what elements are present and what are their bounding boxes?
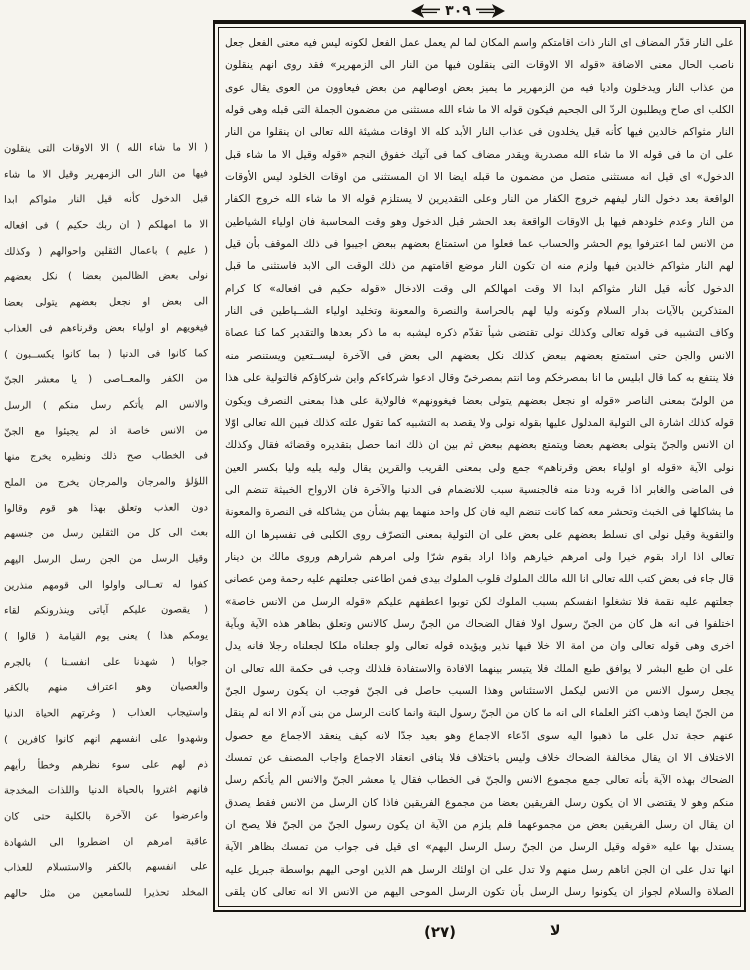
- text-line: فيغويهم او اولياء بعض وقرناءهم فى العذاب: [4, 322, 208, 335]
- text-line: عنهم حجة تدل على ما ذهبوا اليه سوى ادّعاء الاجماع وهو بعيد جدّا لانه كيف ينعقد الاجماع مع حصول: [225, 729, 734, 742]
- text-line: يجعل رسول الانس من الانس ليكمل الاستئناس وهذا السبب حاصل فى الجنّ فوجب ان يكون رسول الجنّ: [225, 684, 734, 697]
- text-line: والعصيان وهو اعتراف منهم بالكفر: [4, 681, 208, 695]
- text-line: من الانس لما اعترفوا يوم الحشر والحساب عما فعلوا من استمتاع بعضهم ببعض اجيبوا فى ذلك الموقف بأن قيل: [225, 238, 734, 251]
- text-line: قبل الدخول كأنه قيل النار مثواكم ابدا: [4, 193, 208, 207]
- text-line: عاقبة امرهم ان اضطروا الى الشهادة: [4, 835, 208, 849]
- text-line: الكلب اى صاح ويطلبون الردّ الى الجحيم فيكون قوله الا ما شاء الله مستثنى من مضمون الجملة التى قبله وهى قوله: [225, 104, 734, 117]
- text-line: من الجنّ ايضا وذهب اكثر العلماء الى انه ما كان من الجنّ رسول البتة وانما كانت الرسل من بنى آدم الا انه لم ينقل: [225, 707, 734, 720]
- text-line: اخرى وهى قوله تعالى وان من امة الا خلا فيها نذير ويؤيده قوله تعالى ولو جعلناه ملكا لجعلناه رجلا فانه يدل: [225, 640, 734, 653]
- text-line: الانس والجن حتى استمتع بعضهم ببعض كذلك نكل بعضهم الى بعض فى الآخرة ليســتعين ويستنصر منه: [225, 349, 734, 362]
- top-page-number: ٣٠٩: [445, 3, 471, 19]
- text-line: واعرضوا عن الآخرة بالكلية حتى كان: [4, 810, 208, 823]
- text-line: وكاف التشبيه فى قوله تعالى وكذلك نولى تقتضى شيأ تقدّم ذكره ليشبه به ما ذكر بعدها والتقدير كما كنا عصاة: [225, 327, 734, 340]
- text-line: بعث الى كل من الثقلين رسل من جنسهم: [4, 527, 208, 541]
- text-line: الاختلاف الا ان يقال مخالفة الضحاك خلاف وليس باختلاف فلا ينافى انعقاد الاجماع واجاب المصنف عن تمسك: [225, 752, 734, 764]
- main-text-frame: [213, 20, 746, 912]
- text-line: يستدل بها عليه «قوله وقيل الرسل من الجنّ رسل الرسل اليهم» اى قيل فى جواب من تمسك بظاهر الآية: [225, 841, 734, 854]
- text-line: قال جاء فى بعض كتب الله تعالى انا الله مالك الملوك قلوب الملوك بيدى فمن اطاعنى جعلتهم عليه رحمة ومن عصانى: [225, 573, 734, 586]
- text-line: المخلد تحذيرا للسامعين من مثل حالهم: [4, 887, 208, 900]
- text-line: ( عليم ) باعمال الثقلين واحوالهم ( وكذلك: [4, 245, 208, 258]
- text-line: الصلاة والسلام لجواز ان يكونوا رسل الرسل بأن تكون الرسل الموحى اليهم من الانس الا انه تعالى كان يلقى: [225, 886, 734, 899]
- text-line: ناصب الحال معنى الاضافة «قوله الا الاوقات التى ينقلون فيها من النار الى الزمهرير» فقد روى انهم ينقلون: [225, 59, 734, 72]
- catchword: لا: [550, 923, 561, 939]
- floral-arrow-ornament-icon: [475, 4, 505, 18]
- text-line: من النار وعدم خلودهم فيها بل الاوقات الواقعة بعد الحشر قبل الدخول وهو وقت المحاسبة فان اولياء الشياطين: [225, 215, 734, 228]
- text-line: قوله كذلك اشارة الى التولية المدلول عليها بقوله نولى ولا يقصد به التشبيه كما تقول علته كذلك فبين الله تعالى اوّلا: [225, 416, 734, 429]
- text-line: وقيل الرسل من الجن رسل الرسل اليهم: [4, 553, 208, 566]
- text-line: انها تدل على ان الجن اتاهم رسل منهم ولا تدل على ان اولئك الرسل هم الذين اوحى اليهم بواسطة جبريل عليه: [225, 863, 734, 876]
- text-line: على ان ما فى قوله الا ما شاء الله مصدرية ويقدر مضاف كما فى آتيك خفوق النجم «قوله وقيل الا ما شاء قبل: [225, 148, 734, 161]
- text-line: الى بعض او نجعل بعضهم يتولى بعضا: [4, 296, 208, 309]
- text-line: الدخول» اى قيل انه مستثنى متصل من مضمون ما قبله ايضا الا ان المستثنى من اوقات الخلود ليس الأوقات: [225, 171, 734, 184]
- text-line: الا ما امهلكم ( ان ربك حكيم ) فى افعاله: [4, 219, 208, 232]
- text-line: ان يقال ان رسل الفريقين بعض من مجموعهما فلم يلزم من الآية ان يكون رسول الجنّ من الجنّ فلا يصح ان: [225, 819, 734, 832]
- text-line: ان الانس والجنّ يتولى بعضهم بعضا ويتمتع بعضهم ببعض ثم بين ان ذلك انما حصل بتقديره وقضائه فقال وكذلك: [225, 439, 734, 452]
- text-line: ( الا ما شاء الله ) الا الاوقات التى ينقلون: [4, 142, 208, 155]
- text-line: فى الماضى والغابر اذا قربه ودنا منه فالجنسية سبب للانضمام فى الدنيا والآخرة فان الارواح الخبيثة تنضم الى: [225, 483, 734, 496]
- text-line: لهم النار مثواكم خالدين فيها ولزم منه ان تكون النار موضع اقامتهم من ذلك الوقت الى الابد فاستثنى ما قبل: [225, 260, 734, 273]
- text-line: جوابا ( شهدنا على انفسـنا ) بالجرم: [4, 656, 208, 669]
- text-line: فانهم اغتروا بالحياة الدنيا واللذات المخدجة: [4, 784, 208, 797]
- text-line: ذم لهم على سوء نظرهم وخطأ رأيهم: [4, 758, 208, 772]
- text-line: اللؤلؤ والمرجان والمرجان يخرج من الملح: [4, 476, 208, 489]
- text-line: من الكفر والمعــاصى ( يا معشر الجنّ: [4, 373, 208, 386]
- text-line: والانس الم يأتكم رسل منكم ) الرسل: [4, 399, 208, 412]
- text-line: كما كانوا فى الدنيا ( بما كانوا يكســبون ): [4, 347, 208, 361]
- text-line: فى الخطاب صح ذلك ونظيره يخرج منها: [4, 450, 208, 463]
- text-line: وشهدوا على انفسهم انهم كانوا كافرين ): [4, 733, 208, 746]
- main-text-block: [225, 32, 734, 903]
- text-line: تعالى اذا اراد بقوم خيرا ولى امرهم خيارهم واذا اراد بقوم شرّا ولى امرهم شرارهم وروى مالك بن دينار: [225, 550, 734, 563]
- text-line: الواقعة بعد دخول النار ليفهم خروج الكفار من النار وعلى التقديرين لا يستلزم قوله الا ما شاء الله خروج الكفار: [225, 193, 734, 206]
- text-line: على انفسهم بالكفر والاستسلام للعذاب: [4, 861, 208, 874]
- text-line: نولى بعض الظالمين بعضا ) نكل بعضهم: [4, 270, 208, 284]
- text-line: على ان طبع البشر لا يوافق طبع الملك فلا يتيسر بينهما الافادة والاستفادة فلذلك وجب فى حكمة الله تعالى ان: [225, 662, 734, 675]
- text-line: الضحاك بهذه الآية بأنه تعالى جمع مجموع الانس والجنّ فى الخطاب فقال يا معشر الجنّ والانس الم يأتكم رسل: [225, 774, 734, 787]
- text-line: يومكم هذا ) يعنى يوم القيامة ( قالوا ): [4, 630, 208, 643]
- footer-page-number: (٢٧): [424, 923, 457, 941]
- text-line: ما يشاكلها فى الخبث وتحشر معه كما كانت تنضم اليه فان كل واحد منهما يهم بشأن من يشاكله فى النصرة والمعونة: [225, 506, 734, 519]
- text-line: والتقوية وقيل نولى اى نسلط بعضهم على بعض على ان التولية بمعنى التصرّف روى الكلبى فى تفسيرها ان الله: [225, 528, 734, 541]
- text-line: من الانس خاصة اذ لم يجيئوا مع الجنّ: [4, 424, 208, 438]
- text-line: منكم وهو لا يقتضى الا ان يكون رسل الفريقين بعضا من مجموع الفريقين فاذا كان الرسل من الانس فقط يصدق: [225, 796, 734, 809]
- text-line: دون العذب وتعلق بهذا هو قوم وقالوا: [4, 501, 208, 515]
- text-line: ( يقصون عليكم آياتى وينذرونكم لقاء: [4, 604, 208, 618]
- text-line: اختلفوا فى انه هل كان من الجنّ رسول اولا فقال الضحاك من الجنّ رسل كالانس وتعلق بظاهر هذه الآية وبآية: [225, 617, 734, 630]
- floral-arrow-ornament-icon: [411, 4, 441, 18]
- margin-notes-column: [4, 136, 208, 907]
- text-line: كفوا له تعــالى واولوا الى قومهم منذرين: [4, 578, 208, 592]
- text-line: جعلتهم عليه نقمة فلا تشغلوا انفسكم بسبب الملوك لكن توبوا اعطفهم عليكم «قوله الرسل من الانس خاصة»: [225, 595, 734, 608]
- text-line: فلا ينتفع به كما قال ابليس ما انا بمصرخكم وما انتم بمصرخىّ وقال ادعوا شركاءكم واين شركاؤكم فالتولية على هذا: [225, 372, 734, 385]
- text-line: النار مثواكم خالدين فيها كأنه قيل يخلدون فى عذاب النار الأبد كله الا اوقات مشيئة الله تعالى ان ينقلوا من النار: [225, 126, 734, 139]
- inner-frame-border: [218, 27, 741, 907]
- text-line: الدخول كأنه قيل النار مثواكم ابدا الا وقت امهالكم الى وقت الادخال «قوله حكيم فى افعاله» كا كرام: [225, 282, 734, 295]
- text-line: نولى الآية «قوله او اولياء بعض وقرناهم» جمع ولى بمعنى القريب والقرين يقال وليه يليه وليا بكسر العين: [225, 461, 734, 474]
- text-line: واستيجاب العذاب ( وغرتهم الحياة الدنيا: [4, 707, 208, 720]
- text-line: فيها من النار الى الزمهرير وقيل الا ما شاء: [4, 167, 208, 181]
- text-line: من الولىّ بمعنى الناصر «قوله او نجعل بعضهم يتولى بعضا فيغوونهم» فالولاية على هذا بمعنى النصرف ويكون: [225, 394, 734, 407]
- text-line: على النار قدّر المضاف اى النار ذات اقامتكم واسم المكان لما لم يعمل عمل الفعل لكونه ليس فيه معنى الفعل جعل: [225, 37, 734, 49]
- text-line: من عذاب النار ويدخلون واديا فيه من الزمهرير ما يميز بعض اوصالهم من بعض فيعاوون من العوى يقال عوى: [225, 81, 734, 94]
- text-line: المتذكرين بالآيات بدار السلام وكونه وليا لهم بالحراسة والنصرة والمعونة وتخليد اولياء الشــياطين فى النار: [225, 305, 734, 318]
- page-header: [388, 1, 528, 21]
